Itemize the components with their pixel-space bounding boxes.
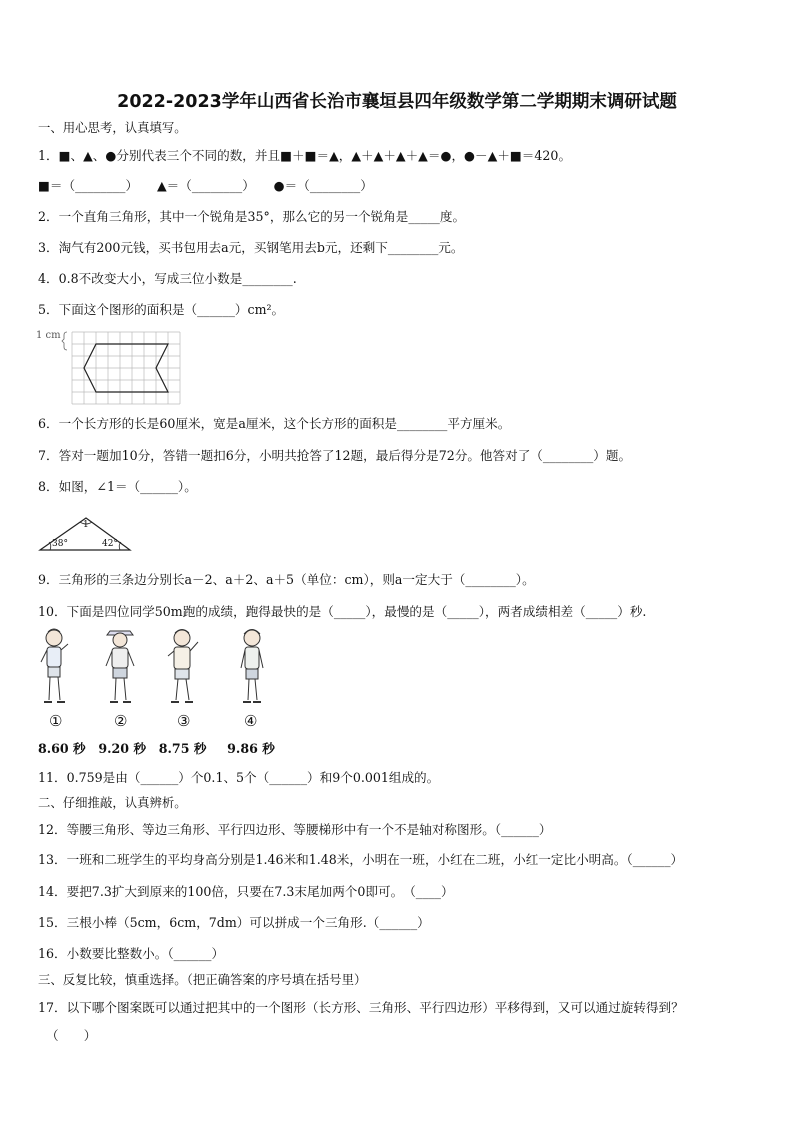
question-17-answer: （ ） <box>46 1028 97 1043</box>
question-6: 6．一个长方形的长是60厘米，宽是a厘米，这个长方形的面积是________平方厘米。 <box>38 416 511 431</box>
section-2-heading: 二、仔细推敲，认真辨析。 <box>38 795 187 810</box>
scale-label: 1 cm <box>36 330 61 341</box>
question-8: 8．如图，∠1＝（______）。 <box>38 479 197 494</box>
question-4: 4．0.8不改变大小，写成三位小数是________. <box>38 271 297 286</box>
section-1-heading: 一、用心思考，认真填写。 <box>38 120 187 135</box>
runner-1-image <box>41 629 68 702</box>
question-1: 1．■、▲、●分别代表三个不同的数，并且■＋■＝▲，▲＋▲＋▲＋▲＝●，●－▲＋■＝420。 <box>38 148 572 163</box>
question-10: 10．下面是四位同学50m跑的成绩，跑得最快的是（_____），最慢的是（_____），两者成绩相差（_____）秒. <box>38 604 647 619</box>
section-3-heading: 三、反复比较，慎重选择。（把正确答案的序号填在括号里） <box>38 972 367 987</box>
question-5: 5．下面这个图形的面积是（______）cm²。 <box>38 302 285 317</box>
angle-right-label: 42° <box>102 539 118 549</box>
question-16: 16．小数要比整数小。（______） <box>38 946 225 961</box>
question-7: 7．答对一题加10分，答错一题扣6分，小明共抢答了12题，最后得分是72分。他答对了（________）题。 <box>38 448 632 463</box>
runner-3-time: 8.75 秒 <box>158 741 207 756</box>
runners-figure <box>38 626 278 708</box>
runner-2-label: ② <box>114 712 128 730</box>
runner-4-time: 9.86 秒 <box>227 741 275 756</box>
question-2: 2．一个直角三角形，其中一个锐角是35°，那么它的另一个锐角是_____度。 <box>38 209 466 224</box>
q8-triangle-figure <box>38 514 138 558</box>
question-9: 9．三角形的三条边分别长a－2、a＋2、a＋5（单位：cm），则a一定大于（________）。 <box>38 572 535 587</box>
runner-1-label: ① <box>49 712 63 730</box>
runner-times <box>38 738 275 757</box>
question-13: 13．一班和二班学生的平均身高分别是1.46米和1.48米，小明在一班，小红在二班，小红一定比小明高。（______） <box>38 852 684 867</box>
runner-4-label: ④ <box>244 712 258 730</box>
question-11: 11．0.759是由（______）个0.1、5个（______）和9个0.001组成的。 <box>38 770 440 785</box>
runner-1-time: 8.60 秒 <box>38 741 86 756</box>
runner-2-time: 9.20 秒 <box>98 741 147 756</box>
question-3: 3．淘气有200元钱，买书包用去a元，买钢笔用去b元，还剩下________元。 <box>38 240 464 255</box>
runner-2-image <box>106 631 134 702</box>
runners-svg <box>38 626 278 708</box>
runner-3-image <box>168 630 198 703</box>
question-17: 17．以下哪个图案既可以通过把其中的一个图形（长方形、三角形、平行四边形）平移得到，又可以通过旋转得到？ <box>38 1000 684 1015</box>
grid-shape-svg <box>36 328 196 410</box>
angle-left-label: 38° <box>52 539 68 549</box>
angle-1-label: 1 <box>83 520 89 530</box>
runner-3-label: ③ <box>177 712 191 730</box>
runner-4-image <box>241 630 263 703</box>
question-12: 12．等腰三角形、等边三角形、平行四边形、等腰梯形中有一个不是轴对称图形。（______） <box>38 822 552 837</box>
question-1-blanks: ■＝（________） ▲＝（________） ●＝（________） <box>38 178 373 193</box>
question-14: 14．要把7.3扩大到原来的100倍，只要在7.3末尾加两个0即可。 （____） <box>38 884 454 899</box>
page-title: 2022-2023学年山西省长治市襄垣县四年级数学第二学期期末调研试题 <box>117 92 677 112</box>
question-15: 15．三根小棒（5cm，6cm，7dm）可以拼成一个三角形.（______） <box>38 915 430 930</box>
